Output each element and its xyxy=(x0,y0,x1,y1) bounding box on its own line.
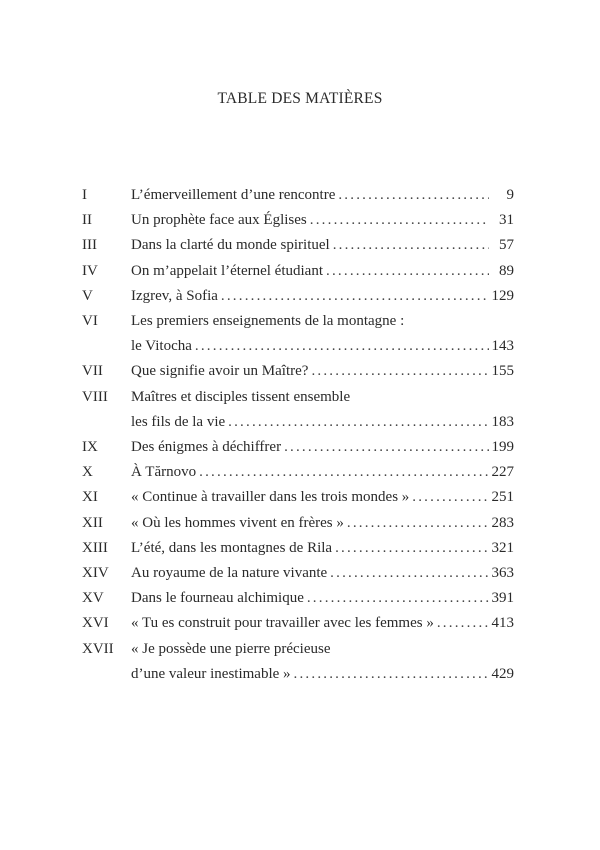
toc-entry xyxy=(82,586,514,611)
chapter-numeral: II xyxy=(82,212,92,229)
chapter-body xyxy=(131,359,514,384)
chapter-title: Dans le fourneau alchimique xyxy=(131,590,304,607)
chapter-title: Izgrev, à Sofia xyxy=(131,287,218,304)
toc-entry xyxy=(82,208,514,233)
dot-leader xyxy=(284,435,488,460)
chapter-title: On m’appelait l’éternel étudiant xyxy=(131,262,324,279)
chapter-title: « Où les hommes vivent en frères » xyxy=(131,514,344,531)
chapter-title: Dans la clarté du monde spirituel xyxy=(131,237,330,254)
chapter-body xyxy=(131,259,514,284)
chapter-numeral: XVII xyxy=(82,640,114,657)
toc-entry xyxy=(82,259,514,284)
dot-leader xyxy=(333,233,489,258)
page-number: 89 xyxy=(499,262,514,279)
chapter-title: Des énigmes à déchiffrer xyxy=(131,439,282,456)
chapter-title-line xyxy=(131,611,514,636)
chapter-title-line xyxy=(131,334,514,359)
chapter-title-line xyxy=(131,511,514,536)
chapter-body xyxy=(131,435,514,460)
chapter-title-line xyxy=(131,586,514,611)
toc-entry xyxy=(82,485,514,510)
chapter-body xyxy=(131,536,514,561)
toc-entry xyxy=(82,233,514,258)
chapter-body xyxy=(131,561,514,586)
page-number: 31 xyxy=(499,212,514,229)
toc-entry xyxy=(82,309,514,359)
chapter-title-line xyxy=(131,259,514,284)
page-number: 429 xyxy=(491,665,514,682)
chapter-numeral: XIV xyxy=(82,565,109,582)
toc-entry xyxy=(82,511,514,536)
chapter-title-line xyxy=(131,410,514,435)
dot-leader xyxy=(326,259,489,284)
toc-entry xyxy=(82,435,514,460)
chapter-numeral: IX xyxy=(82,439,98,456)
page-number: 321 xyxy=(491,539,514,556)
page-number: 199 xyxy=(491,439,514,456)
dot-leader xyxy=(221,284,489,309)
chapter-title: Les premiers enseignements de la montagne : xyxy=(131,313,405,330)
chapter-numeral: I xyxy=(82,187,87,203)
dot-leader xyxy=(330,561,488,586)
chapter-body xyxy=(131,233,514,258)
chapter-title-line xyxy=(131,359,514,384)
dot-leader xyxy=(199,460,488,485)
chapter-title-line xyxy=(131,233,514,258)
chapter-title: À Tărnovo xyxy=(131,464,197,481)
chapter-title-line xyxy=(131,460,514,485)
dot-leader xyxy=(294,662,489,687)
page-number: 283 xyxy=(491,514,514,531)
toc-entry xyxy=(82,460,514,485)
chapter-title-line xyxy=(131,637,514,662)
chapter-title: L’émerveillement d’une rencontre xyxy=(131,187,336,203)
page-number: 143 xyxy=(491,338,514,355)
chapter-numeral: X xyxy=(82,464,93,481)
chapter-body xyxy=(131,284,514,309)
toc-entry xyxy=(82,284,514,309)
toc-entry xyxy=(82,183,514,208)
chapter-title: Un prophète face aux Églises xyxy=(131,212,307,229)
chapter-numeral: XV xyxy=(82,590,104,607)
chapter-numeral: XII xyxy=(82,514,103,531)
dot-leader xyxy=(307,586,489,611)
chapter-title-line xyxy=(131,485,514,510)
toc-entry xyxy=(82,536,514,561)
dot-leader xyxy=(335,536,488,561)
chapter-body xyxy=(131,208,514,233)
chapter-numeral: IV xyxy=(82,262,98,279)
dot-leader xyxy=(228,410,488,435)
page-number: 183 xyxy=(491,413,514,430)
page-number: 363 xyxy=(491,565,514,582)
chapter-numeral: VI xyxy=(82,313,98,330)
chapter-numeral: VII xyxy=(82,363,103,380)
chapter-body xyxy=(131,611,514,636)
chapter-title: les fils de la vie xyxy=(131,413,226,430)
dot-leader xyxy=(347,511,489,536)
chapter-title: « Continue à travailler dans les trois mondes » xyxy=(131,489,410,506)
chapter-title-line xyxy=(131,208,514,233)
chapter-title: Au royaume de la nature vivante xyxy=(131,565,328,582)
chapter-title: « Tu es construit pour travailler avec les femmes » xyxy=(131,615,434,632)
chapter-body xyxy=(131,309,514,359)
chapter-numeral: V xyxy=(82,287,93,304)
chapter-body xyxy=(131,183,514,208)
toc-entry xyxy=(82,637,514,687)
chapter-body xyxy=(131,385,514,435)
page-number: 227 xyxy=(491,464,514,481)
chapter-numeral: XVI xyxy=(82,615,109,632)
chapter-numeral: XIII xyxy=(82,539,108,556)
chapter-title-line xyxy=(131,183,514,208)
dot-leader xyxy=(338,183,489,208)
page-number: 391 xyxy=(491,590,514,607)
dot-leader xyxy=(310,208,489,233)
chapter-title-line xyxy=(131,309,514,334)
chapter-title-line xyxy=(131,662,514,687)
chapter-title-line xyxy=(131,435,514,460)
chapter-numeral: III xyxy=(82,237,97,254)
dot-leader xyxy=(311,359,488,384)
page-number: 57 xyxy=(499,237,514,254)
chapter-title-line xyxy=(131,385,514,410)
toc-entry xyxy=(82,385,514,435)
chapter-title: Que signifie avoir un Maître? xyxy=(131,363,309,380)
chapter-body xyxy=(131,485,514,510)
chapter-body xyxy=(131,637,514,687)
page-title: TABLE DES MATIÈRES xyxy=(217,90,383,107)
dot-leader xyxy=(412,485,488,510)
page-number: 9 xyxy=(506,187,514,203)
table-of-contents xyxy=(82,183,514,687)
chapter-title: L’été, dans les montagnes de Rila xyxy=(131,539,333,556)
chapter-title: Maîtres et disciples tissent ensemble xyxy=(131,388,351,405)
chapter-title-line xyxy=(131,561,514,586)
chapter-title-line xyxy=(131,536,514,561)
chapter-numeral: XI xyxy=(82,489,98,506)
dot-leader xyxy=(437,611,489,636)
toc-entry xyxy=(82,359,514,384)
chapter-body xyxy=(131,511,514,536)
toc-entry xyxy=(82,561,514,586)
chapter-title-line xyxy=(131,284,514,309)
page-number: 413 xyxy=(491,615,514,632)
page-number: 129 xyxy=(491,287,514,304)
chapter-title: le Vitocha xyxy=(131,338,192,355)
chapter-body xyxy=(131,460,514,485)
toc-entry xyxy=(82,611,514,636)
page-number: 251 xyxy=(491,489,514,506)
chapter-body xyxy=(131,586,514,611)
chapter-title: d’une valeur inestimable » xyxy=(131,665,291,682)
dot-leader xyxy=(195,334,489,359)
chapter-title: « Je possède une pierre précieuse xyxy=(131,640,331,657)
chapter-numeral: VIII xyxy=(82,388,108,405)
page-number: 155 xyxy=(491,363,514,380)
